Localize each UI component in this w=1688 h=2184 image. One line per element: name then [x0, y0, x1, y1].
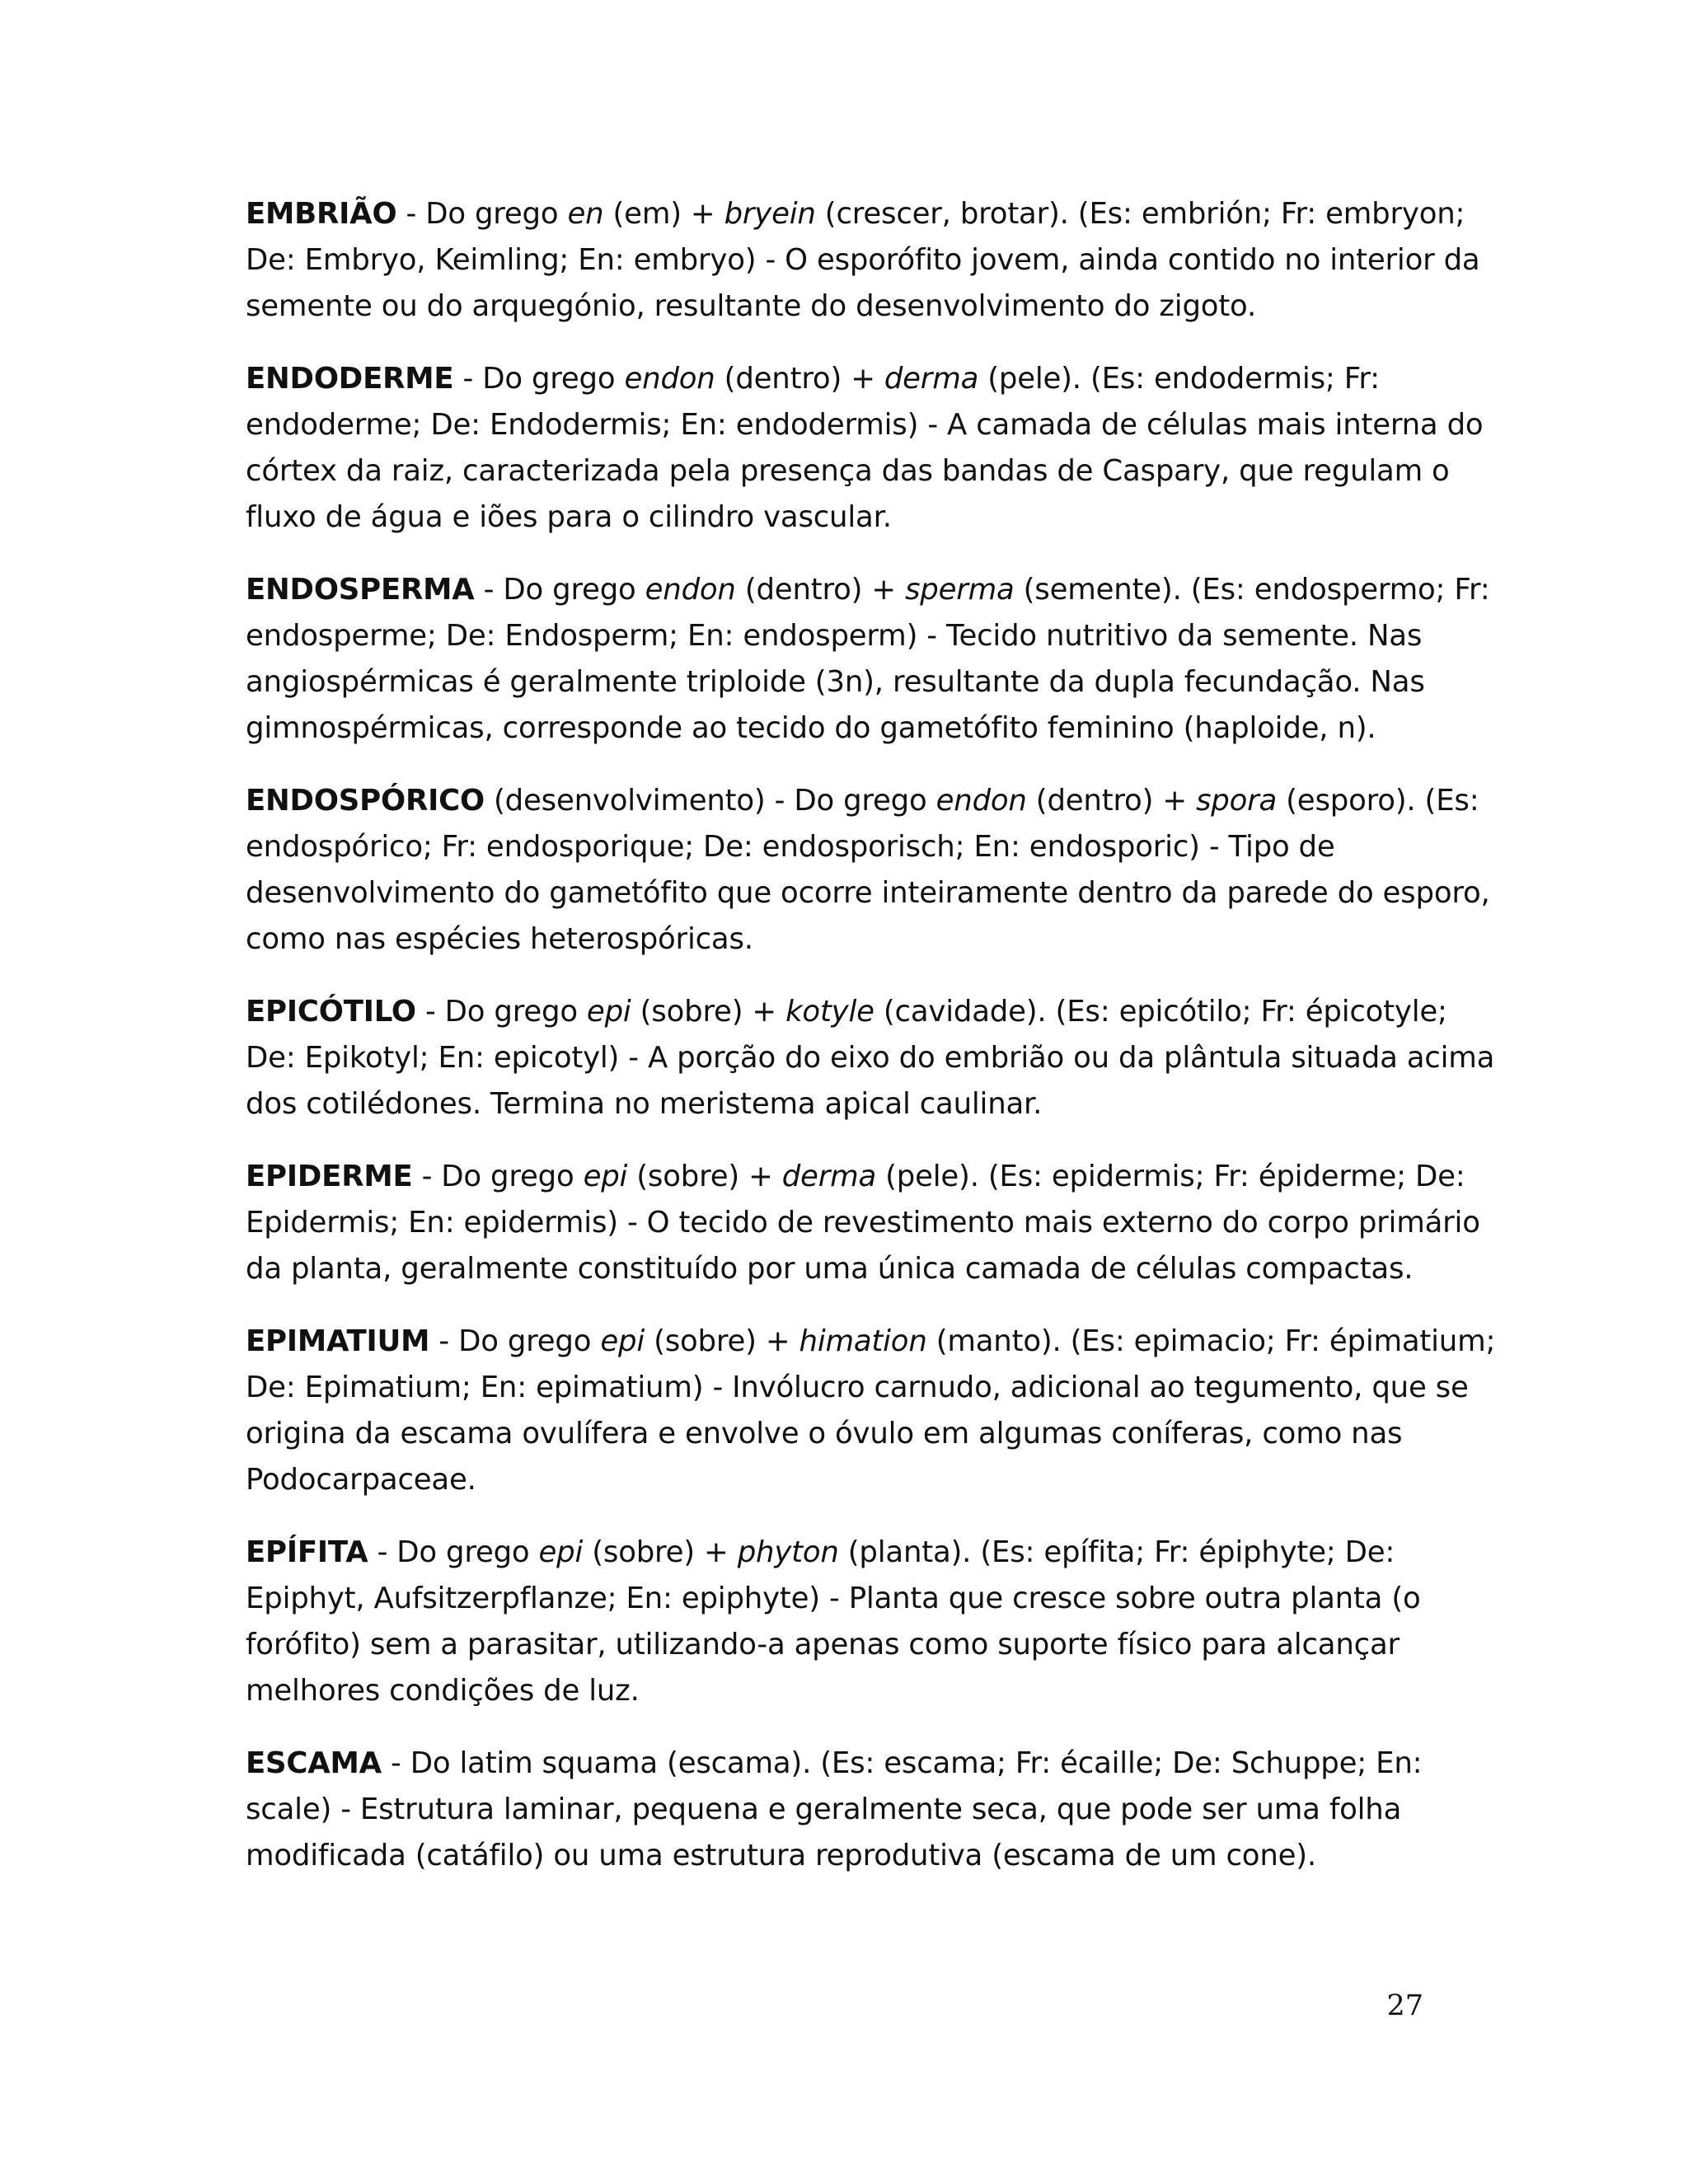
entry-text: (dentro) + — [735, 573, 905, 607]
entry-text: (em) + — [603, 197, 724, 231]
entry-text: (desenvolvimento) - Do grego — [484, 784, 936, 818]
glossary-entry — [246, 1319, 1498, 1503]
entry-term: ENDOSPÓRICO — [246, 784, 485, 818]
glossary-entry — [246, 1530, 1498, 1714]
entry-term: EPIDERME — [246, 1160, 413, 1193]
entry-text: (pele). (Es: endodermis; Fr: endoderme; De: Endodermis; En: endodermis) - A camada de células mais interna do córtex da raiz, caracterizada pela presença das bandas de Caspary, que regulam o fluxo de água e iões para o cilindro vascular. — [246, 362, 1484, 534]
entry-term: EPÍFITA — [246, 1535, 368, 1569]
glossary-entry — [246, 1154, 1498, 1292]
etymology-root: derma — [884, 362, 979, 396]
entry-text: - Do grego — [396, 197, 568, 231]
entry-term: ENDOSPERMA — [246, 573, 475, 607]
glossary-entry — [246, 191, 1498, 330]
entry-text: - Do grego — [368, 1535, 539, 1569]
entry-text: (crescer, brotar). (Es: embrión; Fr: embryon; De: Embryo, Keimling; En: embryo) - O esporófito jovem, ainda contido no interior da semente ou do arquegónio, resultante do desenvolvimento do zigoto. — [246, 197, 1480, 323]
entry-term: ESCAMA — [246, 1746, 382, 1780]
entry-text: (dentro) + — [1026, 784, 1196, 818]
glossary-entry — [246, 778, 1498, 963]
etymology-root: spora — [1195, 784, 1278, 818]
etymology-root: epi — [600, 1324, 645, 1358]
glossary-entry — [246, 567, 1498, 752]
entry-text: - Do grego — [474, 573, 645, 607]
entry-term: EPICÓTILO — [246, 995, 416, 1029]
entry-text: (sobre) + — [645, 1324, 799, 1358]
etymology-root: himation — [799, 1324, 927, 1358]
etymology-root: epi — [583, 1160, 628, 1193]
etymology-root: endon — [645, 573, 736, 607]
etymology-root: endon — [935, 784, 1027, 818]
etymology-root: en — [567, 197, 604, 231]
etymology-root: derma — [781, 1160, 877, 1193]
etymology-root: epi — [538, 1535, 584, 1569]
entry-text: - Do latim squama (escama). (Es: escama; Fr: écaille; De: Schuppe; En: scale) - Estrutura laminar, pequena e geralmente seca, que pode ser uma folha modificada (catáfilo) ou uma estrutura reprodutiva (escama de um cone). — [246, 1746, 1423, 1872]
etymology-root: phyton — [737, 1535, 839, 1569]
entry-text: (pele). (Es: epidermis; Fr: épiderme; De: Epidermis; En: epidermis) - O tecido de revestimento mais externo do corpo primário da planta, geralmente constituído por uma única camada de células compactas. — [246, 1160, 1480, 1286]
page-number: 27 — [1386, 1990, 1423, 2022]
glossary-entry — [246, 356, 1498, 541]
entry-term: EMBRIÃO — [246, 197, 397, 231]
etymology-root: sperma — [904, 573, 1015, 607]
entry-text: (semente). (Es: endospermo; Fr: endosperme; De: Endosperm; En: endosperm) - Tecido nutritivo da semente. Nas angiospérmicas é geralmente triploide (3n), resultante da dupla fecundação. Nas gimnospérmicas, corresponde ao tecido do gametófito feminino (haploide, n). — [246, 573, 1490, 745]
entry-text: (sobre) + — [631, 995, 786, 1029]
etymology-root: endon — [624, 362, 715, 396]
glossary-entry — [246, 989, 1498, 1127]
entry-text: - Do grego — [453, 362, 625, 396]
entry-term: ENDODERME — [246, 362, 454, 396]
etymology-root: kotyle — [785, 995, 874, 1029]
entry-text: - Do grego — [412, 1160, 584, 1193]
entry-text: (esporo). (Es: endospórico; Fr: endosporique; De: endosporisch; En: endosporic) - Tipo de desenvolvimento do gametófito que ocorre inteiramente dentro da parede do esporo, como nas espécies heterospóricas. — [246, 784, 1490, 956]
entry-text: (sobre) + — [627, 1160, 782, 1193]
entry-text: (cavidade). (Es: epicótilo; Fr: épicotyle; De: Epikotyl; En: epicotyl) - A porção do eixo do embrião ou da plântula situada acima dos cotilédones. Termina no meristema apical caulinar. — [246, 995, 1495, 1121]
entry-text: - Do grego — [415, 995, 587, 1029]
entry-text: (dentro) + — [715, 362, 884, 396]
entry-term: EPIMATIUM — [246, 1324, 430, 1358]
entry-text: (manto). (Es: epimacio; Fr: épimatium; De: Epimatium; En: epimatium) - Invólucro carnudo, adicional ao tegumento, que se origina da escama ovulífera e envolve o óvulo em algumas coníferas, como nas Podocarpaceae. — [246, 1324, 1496, 1497]
entry-text: (planta). (Es: epífita; Fr: épiphyte; De: Epiphyt, Aufsitzerpflanze; En: epiphyte) - Planta que cresce sobre outra planta (o forófito) sem a parasitar, utilizando-a apenas como suporte físico para alcançar melhores condições de luz. — [246, 1535, 1421, 1708]
etymology-root: bryein — [724, 197, 816, 231]
entry-text: (sobre) + — [583, 1535, 738, 1569]
glossary-entries — [246, 191, 1498, 1905]
etymology-root: epi — [586, 995, 631, 1029]
entry-text: - Do grego — [429, 1324, 601, 1358]
glossary-entry — [246, 1741, 1498, 1879]
